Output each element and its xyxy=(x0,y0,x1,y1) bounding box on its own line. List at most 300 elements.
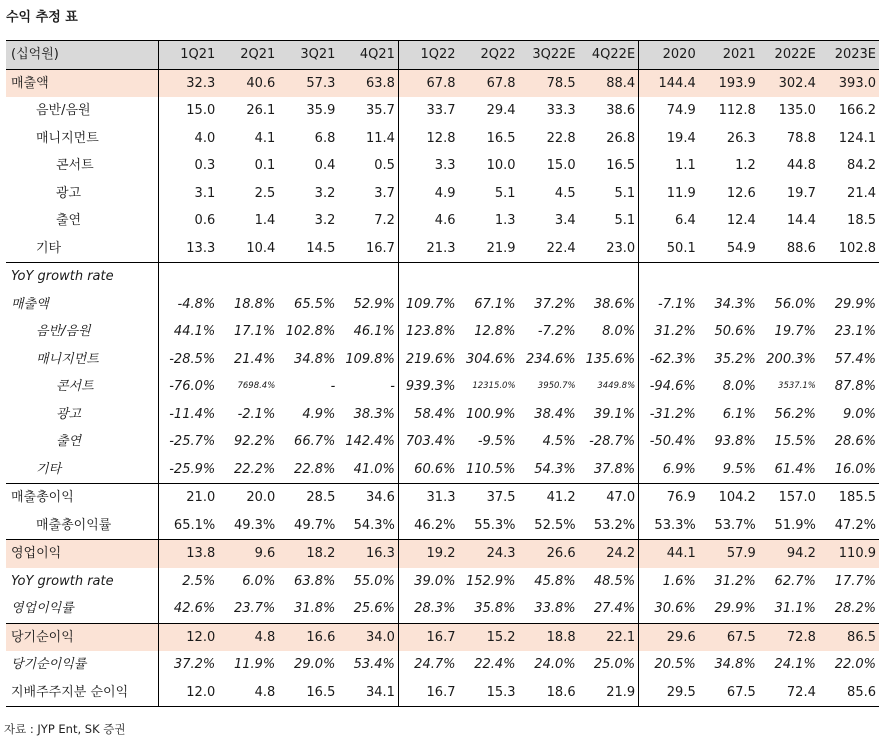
table-cell: 38.6 xyxy=(606,103,636,119)
table-cell: 52.9% xyxy=(353,296,395,312)
table-cell: 29.9% xyxy=(699,595,759,623)
table-cell: 94.2 xyxy=(759,540,819,568)
table-row xyxy=(6,291,879,319)
table-cell: 4.9% xyxy=(302,406,336,422)
table-cell: 15.5% xyxy=(774,434,816,450)
table-cell: 11.4 xyxy=(365,130,395,146)
table-body xyxy=(6,41,879,707)
row-label: 음반/음원 xyxy=(36,103,91,119)
table-cell: 0.4 xyxy=(314,158,336,174)
table-cell: 21.9 xyxy=(579,679,639,707)
row-label: 기타 xyxy=(6,456,158,484)
table-cell: 34.3% xyxy=(714,296,756,312)
table-cell: 3.1 xyxy=(158,180,218,208)
table-cell: -25.7% xyxy=(158,428,218,456)
table-row xyxy=(6,401,879,429)
table-cell: 110.5% xyxy=(458,456,518,484)
table-cell: 26.6 xyxy=(519,540,579,568)
table-cell: 33.3 xyxy=(546,103,576,119)
table-cell: 6.9% xyxy=(639,456,699,484)
table-row xyxy=(6,318,879,346)
table-cell: 1.6% xyxy=(639,568,699,596)
table-cell: -25.9% xyxy=(158,456,218,484)
table-cell: -31.2% xyxy=(639,401,699,429)
table-cell: 92.2% xyxy=(233,434,276,450)
table-cell: 12.8 xyxy=(398,125,458,153)
table-cell: 21.4% xyxy=(233,351,276,367)
table-cell: 33.8% xyxy=(519,595,579,623)
table-cell: 26.8 xyxy=(606,130,636,146)
table-cell: 12.0 xyxy=(158,679,218,707)
table-cell: 142.4% xyxy=(345,434,395,450)
row-label: 매출액 xyxy=(11,296,49,312)
table-cell: 29.9% xyxy=(834,296,876,312)
table-cell: 37.2% xyxy=(534,296,576,312)
table-cell: 31.2% xyxy=(714,573,756,589)
table-cell xyxy=(398,263,458,291)
table-cell xyxy=(699,263,759,291)
table-cell: 26.1 xyxy=(246,103,276,119)
table-cell: 3950.7% xyxy=(537,381,576,392)
table-cell: 37.5 xyxy=(486,490,516,506)
table-cell: 30.6% xyxy=(639,595,699,623)
row-label: 영업이익률 xyxy=(6,595,158,623)
table-cell: 4.6 xyxy=(398,207,458,235)
table-cell: 23.7% xyxy=(218,595,278,623)
table-row xyxy=(6,152,879,180)
table-cell: 37.2% xyxy=(158,651,218,679)
table-cell: 27.4% xyxy=(579,595,639,623)
table-cell: 17.7% xyxy=(834,573,876,589)
table-cell: 2.5 xyxy=(254,185,276,201)
row-label: 매니지먼트 xyxy=(36,351,99,367)
table-cell: 16.3 xyxy=(338,540,398,568)
table-cell: 6.1% xyxy=(722,406,756,422)
table-cell: 304.6% xyxy=(465,351,516,367)
table-cell: 44.1% xyxy=(158,318,218,346)
table-cell: 35.9 xyxy=(306,103,336,119)
table-cell: 66.7% xyxy=(294,434,336,450)
table-cell: -50.4% xyxy=(639,428,699,456)
table-cell: 0.3 xyxy=(158,152,218,180)
table-cell: 193.9 xyxy=(699,69,759,97)
table-row xyxy=(6,484,879,512)
table-cell: 17.1% xyxy=(233,324,276,340)
row-label: 음반/음원 xyxy=(36,324,91,340)
table-cell: 3449.8% xyxy=(597,381,636,392)
table-cell: 63.8 xyxy=(338,69,398,97)
table-cell: 109.8% xyxy=(345,351,395,367)
table-cell: 76.9 xyxy=(639,484,699,512)
table-cell: 55.0% xyxy=(353,573,395,589)
table-cell: 16.7 xyxy=(338,235,398,263)
table-cell: 22.2% xyxy=(218,456,278,484)
table-cell: 100.9% xyxy=(465,406,516,422)
table-cell xyxy=(458,263,518,291)
table-cell: 87.8% xyxy=(834,379,876,395)
table-cell: 21.3 xyxy=(398,235,458,263)
table-cell: -9.5% xyxy=(477,434,516,450)
row-label: 매출총이익률 xyxy=(6,512,158,540)
table-cell: 31.1% xyxy=(759,595,819,623)
table-cell: 23.0 xyxy=(579,235,639,263)
table-cell: 29.4 xyxy=(486,103,516,119)
table-cell: -7.2% xyxy=(537,324,576,340)
table-cell: 16.5 xyxy=(606,158,636,174)
table-cell: 41.0% xyxy=(338,456,398,484)
table-cell: 48.5% xyxy=(593,573,636,589)
column-header: 2Q21 xyxy=(218,41,278,70)
table-cell: 22.0% xyxy=(834,657,876,673)
table-cell: 8.0% xyxy=(602,324,636,340)
table-cell: 10.4 xyxy=(218,235,278,263)
table-cell: 0.6 xyxy=(158,207,218,235)
table-row xyxy=(6,623,879,651)
table-cell: 13.3 xyxy=(158,235,218,263)
table-cell: 14.4 xyxy=(786,213,816,229)
table-cell: 4.1 xyxy=(254,130,276,146)
table-cell: 102.8 xyxy=(819,235,879,263)
table-cell: 54.3% xyxy=(519,456,579,484)
table-cell: 109.7% xyxy=(398,291,458,319)
row-label: 매니지먼트 xyxy=(36,130,99,146)
table-cell: 3537.1% xyxy=(778,381,816,392)
row-label: 매출액 xyxy=(6,69,158,97)
table-row xyxy=(6,651,879,679)
table-cell: 63.8% xyxy=(294,573,336,589)
table-cell: 15.2 xyxy=(458,623,518,651)
table-cell: 25.0% xyxy=(593,657,636,673)
table-cell: 9.5% xyxy=(699,456,759,484)
table-cell: 24.7% xyxy=(398,651,458,679)
table-cell: 60.6% xyxy=(398,456,458,484)
table-cell: 51.9% xyxy=(759,512,819,540)
table-cell: 9.0% xyxy=(842,406,876,422)
table-cell: -4.8% xyxy=(158,291,218,319)
table-cell: 4.8 xyxy=(218,679,278,707)
header-row xyxy=(6,41,879,70)
table-cell: 112.8 xyxy=(718,103,756,119)
table-cell: 1.2 xyxy=(735,158,756,174)
table-cell: 219.6% xyxy=(398,346,458,374)
table-cell: 35.8% xyxy=(458,595,518,623)
table-cell: -94.6% xyxy=(639,373,699,401)
table-cell: 67.5 xyxy=(699,679,759,707)
row-label: YoY growth rate xyxy=(11,269,114,285)
table-cell: 23.1% xyxy=(834,324,876,340)
table-cell: 3.4 xyxy=(554,213,576,229)
table-cell: 12.0 xyxy=(158,623,218,651)
table-cell: 3.7 xyxy=(374,185,395,201)
table-cell: 54.3% xyxy=(338,512,398,540)
table-cell: 3.2 xyxy=(314,213,336,229)
table-cell: 22.4% xyxy=(474,657,516,673)
table-cell: 31.2% xyxy=(639,318,699,346)
table-cell: 102.8% xyxy=(285,324,336,340)
table-cell: 67.5 xyxy=(699,623,759,651)
table-row xyxy=(6,512,879,540)
table-cell: 4.5% xyxy=(542,434,576,450)
table-cell: 44.1 xyxy=(639,540,699,568)
table-cell: 22.8 xyxy=(546,130,576,146)
table-row xyxy=(6,679,879,707)
table-cell: 19.4 xyxy=(639,125,699,153)
table-cell: -28.7% xyxy=(589,434,636,450)
table-cell: 67.8 xyxy=(398,69,458,97)
table-cell: 53.2% xyxy=(579,512,639,540)
table-cell: 14.5 xyxy=(278,235,338,263)
table-row xyxy=(6,428,879,456)
table-cell: 8.0% xyxy=(722,379,756,395)
table-cell: 28.6% xyxy=(834,434,876,450)
table-cell: 53.7% xyxy=(699,512,759,540)
table-cell: 72.4 xyxy=(759,679,819,707)
table-cell: 110.9 xyxy=(819,540,879,568)
table-cell: 25.6% xyxy=(338,595,398,623)
row-label: 영업이익 xyxy=(6,540,158,568)
table-cell: 1.4 xyxy=(254,213,276,229)
table-cell: 4.8 xyxy=(218,623,278,651)
column-header: 3Q22E xyxy=(519,41,579,70)
table-cell: 19.7% xyxy=(774,324,816,340)
row-label: 매출총이익 xyxy=(11,490,74,506)
table-cell: 44.8 xyxy=(786,158,816,174)
table-cell: 135.6% xyxy=(585,351,636,367)
table-row xyxy=(6,595,879,623)
table-cell: 57.4% xyxy=(834,351,876,367)
table-row xyxy=(6,235,879,263)
table-cell: 12.4 xyxy=(726,213,756,229)
table-cell: 18.2 xyxy=(278,540,338,568)
table-cell: 62.7% xyxy=(774,573,816,589)
table-cell: 50.1 xyxy=(639,235,699,263)
table-row xyxy=(6,207,879,235)
column-header: 1Q21 xyxy=(158,41,218,70)
earnings-estimate-table xyxy=(6,40,879,707)
table-cell: 12.8% xyxy=(474,324,516,340)
table-cell: 144.4 xyxy=(639,69,699,97)
table-cell: 703.4% xyxy=(398,428,458,456)
table-cell: 29.0% xyxy=(294,657,336,673)
table-cell: 34.8% xyxy=(714,657,756,673)
column-header: 4Q22E xyxy=(579,41,639,70)
table-cell: 18.6 xyxy=(519,679,579,707)
table-cell: 2.5% xyxy=(158,568,218,596)
table-cell xyxy=(218,263,278,291)
row-label: 당기순이익 xyxy=(6,623,158,651)
table-cell: -28.5% xyxy=(158,346,218,374)
table-cell: 124.1 xyxy=(838,130,876,146)
source-note: 자료 : JYP Ent, SK 증권 xyxy=(4,722,126,736)
table-cell: 20.5% xyxy=(639,651,699,679)
table-cell: 45.8% xyxy=(534,573,576,589)
table-cell: 7.2 xyxy=(374,213,395,229)
table-cell: 53.3% xyxy=(639,512,699,540)
column-header: 2020 xyxy=(639,41,699,70)
row-label: 콘서트 xyxy=(56,379,94,395)
table-cell: 84.2 xyxy=(847,158,876,174)
table-row xyxy=(6,69,879,97)
table-row xyxy=(6,456,879,484)
table-cell: 28.2% xyxy=(819,595,879,623)
table-row xyxy=(6,180,879,208)
table-cell: 47.0 xyxy=(606,490,636,506)
table-cell: 31.8% xyxy=(278,595,338,623)
table-cell: 19.2 xyxy=(398,540,458,568)
table-cell: 54.9 xyxy=(699,235,759,263)
table-cell: 22.1 xyxy=(579,623,639,651)
table-cell: 28.5 xyxy=(306,490,336,506)
table-cell: 152.9% xyxy=(465,573,516,589)
table-cell: 24.3 xyxy=(458,540,518,568)
table-cell: 67.8 xyxy=(458,69,518,97)
table-cell: 78.5 xyxy=(519,69,579,97)
table-cell: 1.1 xyxy=(639,152,699,180)
row-label: 당기순이익률 xyxy=(11,657,87,673)
table-cell: 78.8 xyxy=(786,130,816,146)
table-cell: 67.1% xyxy=(474,296,516,312)
table-cell: 12.6 xyxy=(726,185,756,201)
table-cell: 49.3% xyxy=(218,512,278,540)
table-cell: 22.4 xyxy=(519,235,579,263)
table-cell: 19.7 xyxy=(786,185,816,201)
table-cell: 3.2 xyxy=(314,185,336,201)
table-cell: 185.5 xyxy=(838,490,876,506)
table-cell: 38.3% xyxy=(353,406,395,422)
table-cell: 22.8% xyxy=(278,456,338,484)
table-row xyxy=(6,125,879,153)
table-cell: 16.5 xyxy=(278,679,338,707)
table-cell: 57.3 xyxy=(278,69,338,97)
column-header: 1Q22 xyxy=(398,41,458,70)
table-cell: 65.1% xyxy=(158,512,218,540)
table-cell: 13.8 xyxy=(158,540,218,568)
table-cell: 29.5 xyxy=(639,679,699,707)
table-cell: 393.0 xyxy=(819,69,879,97)
table-cell: 12315.0% xyxy=(472,381,516,392)
table-cell: 93.8% xyxy=(714,434,756,450)
table-title: 수익 추정 표 xyxy=(6,10,78,25)
table-cell: 15.0 xyxy=(546,158,576,174)
table-cell: - xyxy=(390,379,395,395)
table-cell: 46.1% xyxy=(353,324,395,340)
table-cell: 166.2 xyxy=(838,103,876,119)
table-cell: 302.4 xyxy=(759,69,819,97)
table-cell: 18.8% xyxy=(233,296,276,312)
table-cell: 34.8% xyxy=(294,351,336,367)
table-cell xyxy=(158,263,218,291)
column-header: 3Q21 xyxy=(278,41,338,70)
table-cell: 5.1 xyxy=(494,185,516,201)
table-cell xyxy=(519,263,579,291)
table-cell: 88.6 xyxy=(759,235,819,263)
table-row xyxy=(6,373,879,401)
table-cell: 46.2% xyxy=(398,512,458,540)
row-label: 광고 xyxy=(56,185,82,201)
table-cell: -62.3% xyxy=(639,346,699,374)
row-label: 광고 xyxy=(56,406,82,422)
table-cell: 33.7 xyxy=(398,97,458,125)
table-cell: 9.6 xyxy=(218,540,278,568)
table-cell: 6.0% xyxy=(242,573,276,589)
table-cell: 56.2% xyxy=(774,406,816,422)
table-cell: 49.7% xyxy=(278,512,338,540)
table-cell: -7.1% xyxy=(639,291,699,319)
table-cell: 6.8 xyxy=(314,130,336,146)
table-cell: 40.6 xyxy=(218,69,278,97)
column-header: 4Q21 xyxy=(338,41,398,70)
table-cell: 5.1 xyxy=(614,213,636,229)
table-cell: 6.4 xyxy=(639,207,699,235)
table-row xyxy=(6,346,879,374)
table-cell xyxy=(579,263,639,291)
table-cell: 42.6% xyxy=(158,595,218,623)
table-cell: 157.0 xyxy=(778,490,816,506)
column-header: 2022E xyxy=(759,41,819,70)
table-cell: 7698.4% xyxy=(237,381,276,392)
table-cell: 50.6% xyxy=(714,324,756,340)
table-cell: 21.0 xyxy=(158,484,218,512)
row-label: 출연 xyxy=(56,213,82,229)
table-cell: 16.7 xyxy=(398,623,458,651)
table-cell: -2.1% xyxy=(237,406,276,422)
table-cell: 24.1% xyxy=(774,657,816,673)
table-cell: 34.0 xyxy=(338,623,398,651)
table-cell: 53.4% xyxy=(353,657,395,673)
table-cell: 0.1 xyxy=(254,158,276,174)
table-cell: 18.8 xyxy=(519,623,579,651)
table-cell: 21.4 xyxy=(847,185,876,201)
table-row xyxy=(6,263,879,291)
table-cell: 32.3 xyxy=(158,69,218,97)
table-cell: 39.1% xyxy=(593,406,636,422)
table-cell: 74.9 xyxy=(639,97,699,125)
column-header: 2021 xyxy=(699,41,759,70)
table-cell: 15.3 xyxy=(458,679,518,707)
table-cell: 1.3 xyxy=(494,213,516,229)
table-cell: 29.6 xyxy=(639,623,699,651)
table-cell: 135.0 xyxy=(778,103,816,119)
table-cell: 4.5 xyxy=(554,185,576,201)
table-cell: 35.2% xyxy=(714,351,756,367)
table-cell: 39.0% xyxy=(398,568,458,596)
column-header: 2023E xyxy=(819,41,879,70)
table-cell: 5.1 xyxy=(614,185,636,201)
table-cell: 55.3% xyxy=(458,512,518,540)
unit-label: (십억원) xyxy=(6,41,158,70)
table-cell: 16.0% xyxy=(819,456,879,484)
table-cell: 11.9 xyxy=(639,180,699,208)
table-cell xyxy=(338,263,398,291)
table-cell: 37.8% xyxy=(579,456,639,484)
table-cell: 24.2 xyxy=(579,540,639,568)
row-label: 기타 xyxy=(6,235,158,263)
table-cell: 65.5% xyxy=(294,296,336,312)
table-cell: 88.4 xyxy=(579,69,639,97)
table-cell: 35.7 xyxy=(365,103,395,119)
table-cell: 58.4% xyxy=(398,401,458,429)
table-cell: - xyxy=(330,379,336,395)
table-row xyxy=(6,97,879,125)
table-cell: 47.2% xyxy=(819,512,879,540)
table-cell: 4.9 xyxy=(398,180,458,208)
table-cell: 16.5 xyxy=(486,130,516,146)
table-cell: 24.0% xyxy=(534,657,576,673)
table-cell: 123.8% xyxy=(398,318,458,346)
table-cell: 57.9 xyxy=(699,540,759,568)
row-label: 지배주주지분 순이익 xyxy=(6,679,158,707)
row-label: 출연 xyxy=(56,434,82,450)
